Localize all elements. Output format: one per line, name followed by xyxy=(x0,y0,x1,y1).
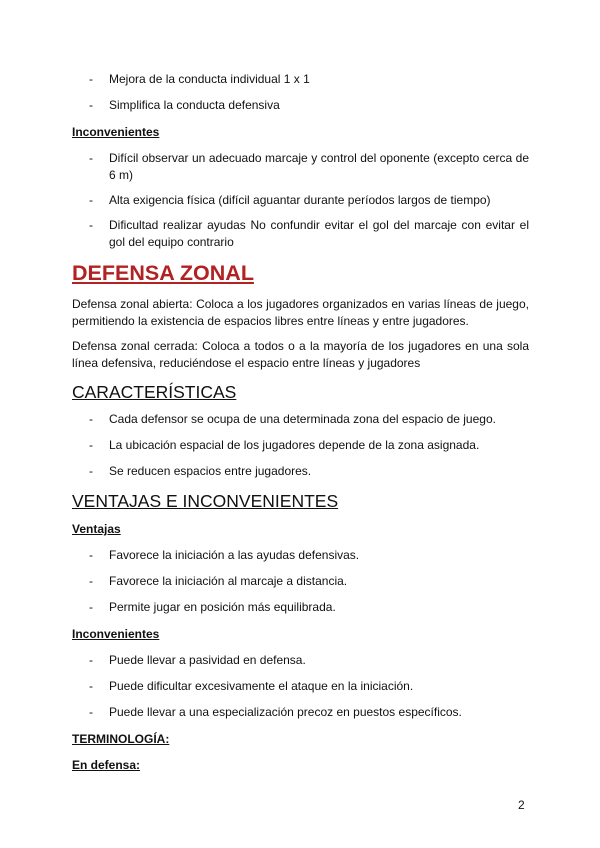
inconvenientes-heading: Inconvenientes xyxy=(72,627,160,641)
list-item-text: Difícil observar un adecuado marcaje y control del oponente (excepto cerca de 6 m) xyxy=(109,151,529,182)
list-item xyxy=(89,599,529,616)
list-item-text: Puede dificultar excesivamente el ataque en la iniciación. xyxy=(109,679,414,693)
list-item-text: La ubicación espacial de los jugadores depende de la zona asignada. xyxy=(109,438,480,452)
en-defensa-heading: En defensa: xyxy=(72,758,141,772)
list-dash: - xyxy=(89,412,93,426)
list-item xyxy=(89,573,529,590)
list-item-text: Cada defensor se ocupa de una determinada zona del espacio de juego. xyxy=(109,412,496,426)
section-title-defensa-zonal: DEFENSA ZONAL xyxy=(72,261,254,285)
list-dash: - xyxy=(89,574,93,588)
list-item-text: Favorece la iniciación a las ayudas defensivas. xyxy=(109,548,360,562)
list-dash: - xyxy=(89,705,93,719)
list-item xyxy=(89,704,529,721)
list-item xyxy=(89,463,529,480)
terminologia-heading: TERMINOLOGÍA: xyxy=(72,732,170,746)
list-item xyxy=(89,97,529,114)
list-item-text: Puede llevar a pasividad en defensa. xyxy=(109,653,306,667)
list-dash: - xyxy=(89,72,93,86)
list-item xyxy=(89,71,529,88)
list-dash: - xyxy=(89,548,93,562)
section-title-ventajas-inconvenientes: VENTAJAS E INCONVENIENTES xyxy=(72,491,339,511)
list-item xyxy=(89,217,529,250)
list-item xyxy=(89,547,529,564)
list-dash: - xyxy=(89,151,93,165)
list-dash: - xyxy=(89,438,93,452)
list-dash: - xyxy=(89,218,93,232)
list-item-text: Permite jugar en posición más equilibrada. xyxy=(109,600,336,614)
list-item-text: Dificultad realizar ayudas No confundir evitar el gol del marcaje con evitar el gol del equipo contrario xyxy=(109,218,529,249)
list-dash: - xyxy=(89,600,93,614)
list-item xyxy=(89,652,529,669)
list-item xyxy=(89,437,529,454)
list-item xyxy=(89,192,529,209)
paragraph-zonal-cerrada: Defensa zonal cerrada: Coloca a todos o a la mayoría de los jugadores en una sola línea defensiva, reduciéndose el espacio entre líneas y jugadores xyxy=(72,339,529,370)
section-title-caracteristicas: CARACTERÍSTICAS xyxy=(72,382,237,402)
list-item-text: Simplifica la conducta defensiva xyxy=(109,98,280,112)
ventajas-heading: Ventajas xyxy=(72,522,121,536)
list-item-text: Favorece la iniciación al marcaje a distancia. xyxy=(109,574,348,588)
inconvenientes-heading: Inconvenientes xyxy=(72,125,160,139)
list-item-text: Alta exigencia física (difícil aguantar durante períodos largos de tiempo) xyxy=(109,193,491,207)
list-item-text: Puede llevar a una especialización precoz en puestos específicos. xyxy=(109,705,462,719)
list-item-text: Mejora de la conducta individual 1 x 1 xyxy=(109,72,310,86)
paragraph-zonal-abierta: Defensa zonal abierta: Coloca a los jugadores organizados en varias líneas de juego, permitiendo la existencia de espacios libres entre líneas y entre jugadores. xyxy=(72,297,529,328)
list-dash: - xyxy=(89,679,93,693)
page-number: 2 xyxy=(518,798,525,812)
list-dash: - xyxy=(89,653,93,667)
list-dash: - xyxy=(89,98,93,112)
list-dash: - xyxy=(89,464,93,478)
list-item xyxy=(89,411,529,428)
list-item-text: Se reducen espacios entre jugadores. xyxy=(109,464,312,478)
list-item xyxy=(89,678,529,695)
list-dash: - xyxy=(89,193,93,207)
list-item xyxy=(89,150,529,183)
